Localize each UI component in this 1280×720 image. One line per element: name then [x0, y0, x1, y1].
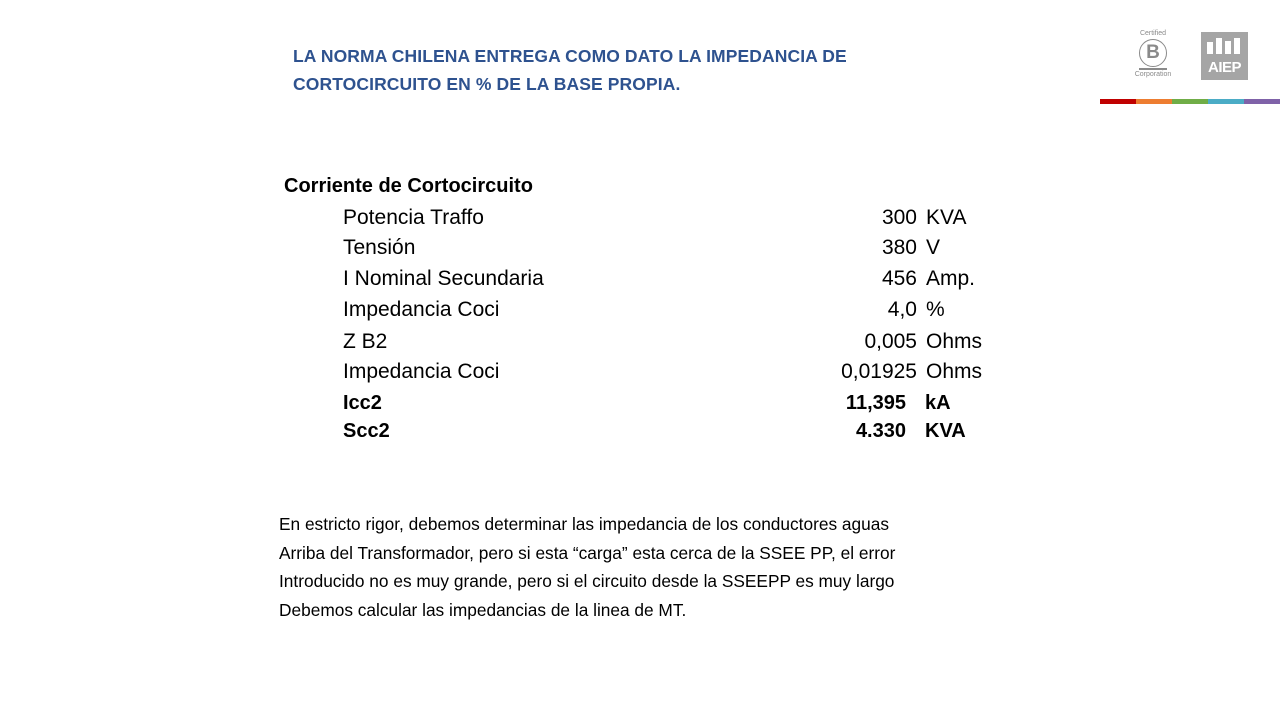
calc-row-label: Tensión — [343, 236, 416, 259]
calc-row-value: 380 — [881, 236, 917, 259]
slide-title-line-2: CORTOCIRCUITO EN % DE LA BASE PROPIA. — [293, 74, 681, 94]
bcorp-logo — [1132, 30, 1174, 82]
bcorp-corporation-text: Corporation — [1134, 70, 1172, 78]
color-segment-orange — [1136, 99, 1172, 104]
bcorp-divider — [1139, 68, 1167, 70]
calc-row-unit: V — [926, 236, 941, 259]
explanation-paragraph — [279, 510, 1079, 624]
paragraph-line-3: Introducido no es muy grande, pero si el circuito desde la SSEEPP es muy largo — [279, 571, 895, 591]
calc-row-value: 456 — [881, 267, 917, 290]
bcorp-certified-text: Certified — [1139, 30, 1167, 37]
calc-row-value: 0,005 — [864, 330, 917, 353]
calc-row-value: 0,01925 — [841, 360, 917, 383]
calc-row-unit: % — [926, 298, 945, 321]
calc-row — [343, 327, 983, 357]
result-value: 11,395 — [845, 392, 906, 414]
calc-row-label: I Nominal Secundaria — [343, 267, 544, 290]
paragraph-line-1: En estricto rigor, debemos determinar las impedancia de los conductores aguas — [279, 514, 889, 534]
calc-row-unit: Ohms — [926, 330, 983, 353]
calc-row — [343, 357, 983, 387]
paragraph-line-4: Debemos calcular las impedancias de la linea de MT. — [279, 599, 687, 620]
color-segment-cyan — [1208, 99, 1244, 104]
calc-row-unit: Ohms — [926, 360, 983, 383]
brand-color-bar — [1100, 99, 1280, 104]
calc-row — [343, 295, 945, 325]
result-unit: KVA — [925, 420, 966, 442]
calc-row-value: 4,0 — [887, 298, 917, 321]
calc-row-label: Z B2 — [343, 330, 388, 353]
calc-row — [343, 264, 976, 294]
slide-title-line-1: LA NORMA CHILENA ENTREGA COMO DATO LA IMPEDANCIA DE — [293, 46, 847, 66]
calc-row-unit: KVA — [926, 206, 967, 229]
slide-title — [293, 42, 1053, 98]
calc-row-label: Impedancia Coci — [343, 360, 500, 383]
result-unit: kA — [925, 392, 951, 414]
result-label: Scc2 — [343, 420, 390, 442]
paragraph-line-2: Arriba del Transformador, pero si esta “carga” esta cerca de la SSEE PP, el error — [279, 542, 896, 563]
color-segment-red — [1100, 99, 1136, 104]
color-segment-purple — [1244, 99, 1280, 104]
result-row-scc2 — [343, 418, 966, 445]
calc-row — [343, 203, 967, 233]
result-label: Icc2 — [343, 392, 382, 414]
result-value: 4.330 — [855, 420, 906, 442]
calc-row-label: Impedancia Coci — [343, 298, 500, 321]
calc-row-label: Potencia Traffo — [343, 206, 484, 229]
color-segment-green — [1172, 99, 1208, 104]
calc-row-value: 300 — [881, 206, 917, 229]
calc-row — [343, 233, 941, 263]
calc-row-unit: Amp. — [926, 267, 976, 290]
bcorp-b-icon: B — [1139, 39, 1167, 67]
result-row-icc2 — [343, 390, 951, 417]
aiep-logo — [1201, 32, 1248, 80]
aiep-buildings-icon — [1207, 38, 1242, 54]
aiep-logo-text: AIEP — [1207, 59, 1241, 76]
calc-heading: Corriente de Cortocircuito — [284, 175, 533, 197]
